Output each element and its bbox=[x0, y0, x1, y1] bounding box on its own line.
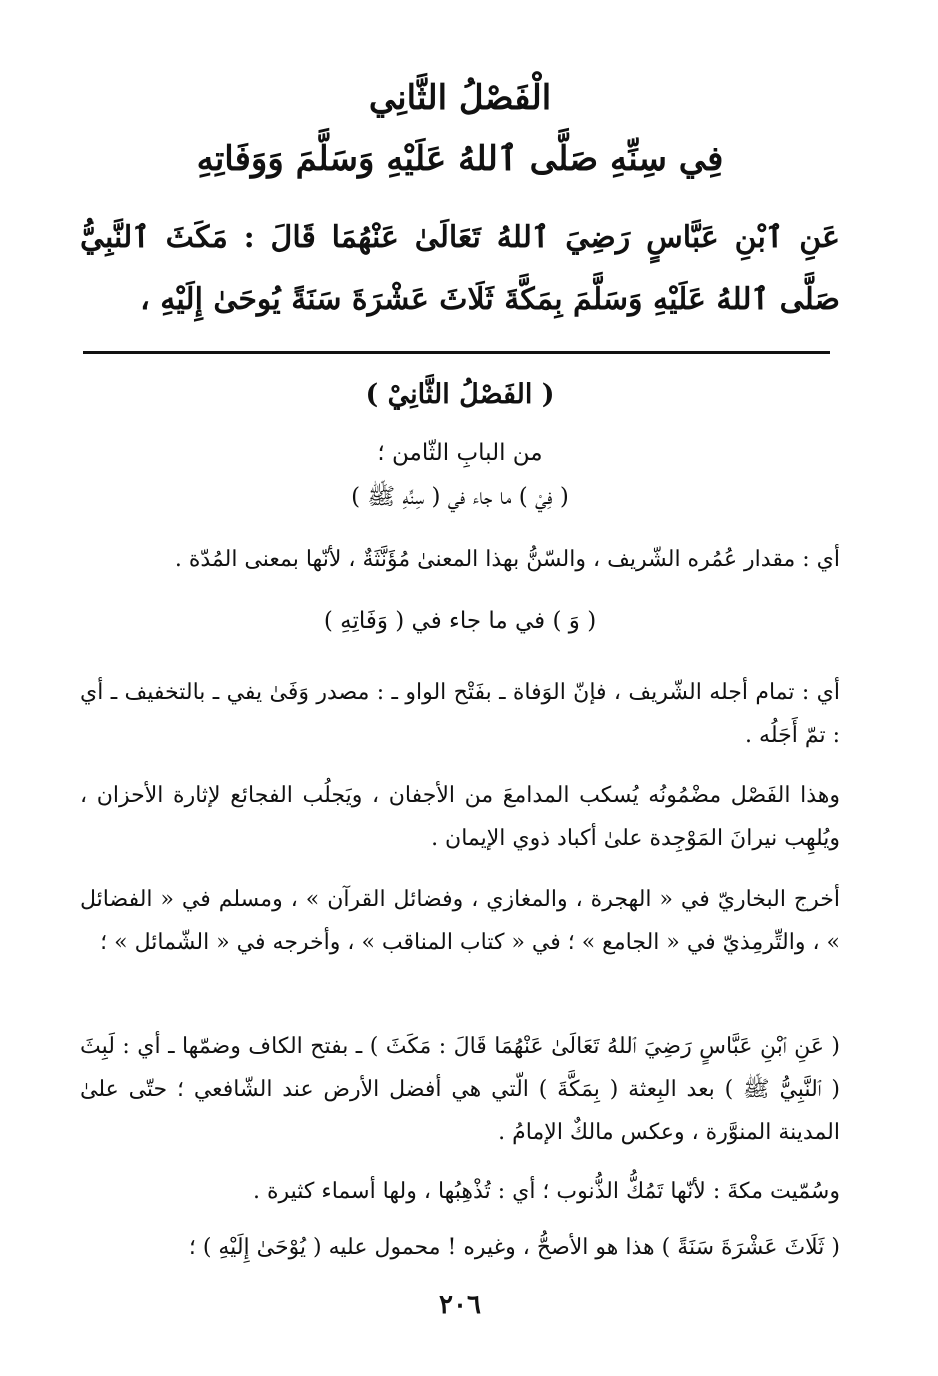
paragraph-makka: وسُمّيت مكةَ : لأنّها تَمُكُّ الذُّنوب ؛ أي : تُذْهِبُها ، ولها أسماء كثيرة . bbox=[252, 1179, 840, 1204]
wa-wafatihi-line: ( وَ ) في ما جاء في ( وَفَاتِهِ ) bbox=[323, 608, 597, 634]
chapter-title: الْفَصْلُ الثَّانِي bbox=[368, 78, 552, 118]
hadith-text: عَنِ ٱبْنِ عَبَّاسٍ رَضِيَ ٱللهُ تَعَالَىٰ عَنْهُمَا قَالَ : مَكَثَ ٱلنَّبِيُّ صَلَّى ٱللهُ عَلَيْهِ وَسَلَّمَ بِمَكَّةَ ثَلَاثَ عَشْرَةَ سَنَةً يُوحَىٰ إِلَيْهِ ، bbox=[80, 220, 840, 317]
paragraph-wafat: أي : تمام أجله الشّريف ، فإنّ الوَفاة ـ بفَتْح الواو ـ : مصدر وَفَىٰ يفي ـ بالتخفيف ـ أي : تمّ أَجَلُه . bbox=[80, 680, 840, 748]
paragraph-fasl: وهذا الفَصْل مضْمُونُه يُسكب المدامعَ من الأجفان ، ويَجلُب الفجائع لإثارة الأحزان ، ويُلهِب نيرانَ المَوْجِدة علىٰ أكباد ذوي الإيمان . bbox=[80, 783, 840, 851]
commentary-section-heading: ( الفَصْلُ الثَّانِيْ ) bbox=[365, 379, 555, 410]
paragraph-thalath: ( ثَلَاثَ عَشْرَةَ سَنَةً ) هذا هو الأصحُّ ، وغيره ! محمول عليه ( يُوْحَىٰ إِلَيْهِ ) ؛ bbox=[188, 1235, 840, 1260]
from-chapter-line: من البابِ الثّامن ؛ bbox=[377, 440, 543, 466]
fi-sinnihi-line: ( فِيْ ) ما جاء في ( سِنِّهِ ﷺ ) bbox=[351, 484, 569, 510]
section-divider bbox=[83, 351, 830, 354]
page-number: ٢٠٦ bbox=[439, 1290, 481, 1320]
paragraph-age: أي : مقدار عُمُره الشّريف ، والسّنُّ بهذا المعنىٰ مُؤَنَّثَةٌ ، لأنّها بمعنى المُدّة . bbox=[174, 547, 840, 572]
paragraph-makatha: ( عَنِ ٱبْنِ عَبَّاسٍ رَضِيَ ٱللهُ تَعَالَىٰ عَنْهُمَا قَالَ : مَكَثَ ) ـ بفتح الكاف وضمّها ـ أي : لَبِثَ ( ٱلنَّبِيُّ ﷺ ) بعد البِعثة ( بِمَكَّةَ ) الّتي هي أفضل الأرض عند الشّافعي ؛ حتّى علىٰ المدينة المنوَّرة ، وعكس مالكٌ الإمامُ . bbox=[80, 1034, 840, 1145]
paragraph-takhrij: أخرج البخاريّ في « الهجرة ، والمغازي ، وفضائل القرآن » ، ومسلم في « الفضائل » ، والتِّرمِذيّ في « الجامع » ؛ في « كتاب المناقب » ، وأخرجه في « الشّمائل » ؛ bbox=[80, 887, 840, 955]
chapter-subtitle: فِي سِنِّهِ صَلَّى ٱللهُ عَلَيْهِ وَسَلَّمَ وَوَفَاتِهِ bbox=[196, 139, 724, 179]
